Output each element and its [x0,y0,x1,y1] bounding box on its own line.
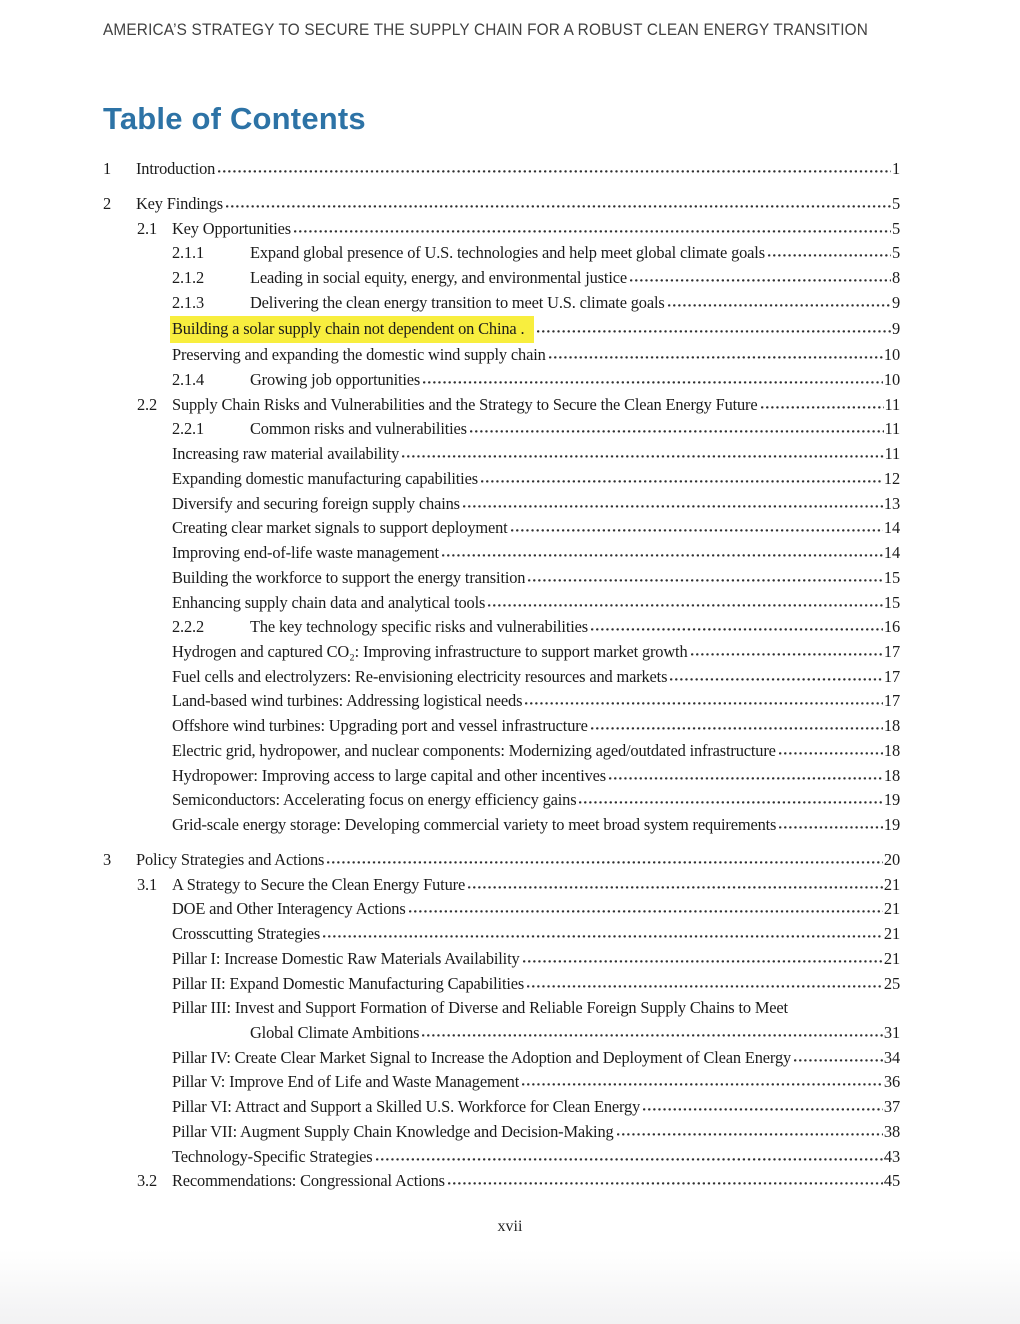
toc-entry[interactable] [103,813,900,838]
toc-entry-page-number: 10 [883,370,900,390]
toc-entry-page-number: 9 [891,318,900,338]
toc-entry-page-number: 14 [883,518,900,538]
dot-leader [511,529,883,532]
toc-entry[interactable] [103,368,900,393]
toc-entry-label: Diversify and securing foreign supply chains [172,493,460,513]
toc-entry-page-number: 21 [883,899,900,919]
toc-entry[interactable] [103,873,900,898]
toc-entry-page-number: 8 [891,268,900,288]
dot-leader [537,330,891,333]
dot-leader [442,554,883,557]
dot-leader [591,727,883,730]
toc-entry-page-number: 21 [883,874,900,894]
page-title: Table of Contents [103,101,366,136]
toc-entry[interactable] [103,516,900,541]
dot-leader [402,455,883,458]
toc-entry-label: The key technology specific risks and vulnerabilities [250,617,588,637]
toc-entry-label: Land-based wind turbines: Addressing logistical needs [172,691,523,711]
toc-entry-label: Pillar IV: Create Clear Market Signal to Increase the Adoption and Deployment of Clean Energy [172,1047,792,1067]
toc-entry-page-number: 5 [891,243,900,263]
toc-entry-label: Building a solar supply chain not dependent on China . [170,316,534,344]
toc-entry[interactable] [103,897,900,922]
toc-entry-page-number: 21 [883,924,900,944]
dot-leader [630,279,891,282]
dot-leader [323,935,883,938]
toc-entry-number: 2.2.1 [172,419,205,439]
toc-entry[interactable] [103,591,900,616]
toc-entry-page-number: 17 [883,641,900,661]
page-number-footer: xvii [497,1218,523,1235]
toc-entry[interactable] [103,615,900,640]
toc-entry[interactable] [103,492,900,517]
toc-entry-label: Hydrogen and captured CO₂: Improving infrastructure to support market growth [172,641,688,661]
toc-entry[interactable] [103,417,900,442]
dot-leader [527,985,883,988]
toc-entry[interactable] [103,1095,900,1120]
dot-leader [463,505,883,508]
toc-entry-label: DOE and Other Interagency Actions [172,899,406,919]
toc-entry-number: 2.1.2 [172,268,205,288]
dot-leader [609,777,883,780]
toc-entry-label: A Strategy to Secure the Clean Energy Future [172,874,466,894]
toc-entry-label: Increasing raw material availability [172,444,400,464]
dot-leader [779,826,883,829]
dot-leader [294,230,891,233]
dot-leader [761,406,884,409]
toc-entry-page-number: 1 [891,159,900,178]
toc-entry[interactable] [103,689,900,714]
toc-entry-page-number: 25 [883,973,900,993]
toc-entry-page-number: 17 [883,691,900,711]
dot-leader [218,170,891,173]
toc-entry-label: Recommendations: Congressional Actions [172,1171,445,1191]
toc-entry-label: Pillar II: Expand Domestic Manufacturing Capabilities [172,973,525,993]
dot-leader [668,304,891,307]
dot-leader [691,653,883,656]
toc-entry[interactable] [103,1021,900,1046]
dot-leader [794,1059,883,1062]
toc-entry-page-number: 37 [883,1097,900,1117]
toc-entry-page-number: 11 [884,419,900,439]
dot-leader [481,480,883,483]
toc-entry-page-number: 11 [884,394,900,414]
toc-entry[interactable] [103,566,900,591]
dot-leader [670,678,883,681]
dot-leader [409,910,883,913]
toc-entry-label: Supply Chain Risks and Vulnerabilities and the Strategy to Secure the Clean Energy Future [172,394,758,414]
toc-entry-page-number: 19 [883,814,900,834]
toc-entry-label: Hydropower: Improving access to large capital and other incentives [172,765,607,785]
toc-entry-page-number: 18 [883,716,900,736]
toc-entry[interactable] [103,541,900,566]
dot-leader [528,579,883,582]
toc-entry-page-number: 31 [883,1023,900,1043]
toc-entry-label: Expanding domestic manufacturing capabilities [172,468,478,488]
dot-leader [376,1158,883,1161]
toc-entry-page-number: 10 [883,345,900,365]
toc-entry[interactable] [103,947,900,972]
toc-entry-label: Semiconductors: Accelerating focus on energy efficiency gains [172,790,577,810]
toc-entry-page-number: 21 [883,948,900,968]
toc-entry-label: Pillar VI: Attract and Support a Skilled U.S. Workforce for Clean Energy [172,1097,641,1117]
toc-entry-label: Electric grid, hydropower, and nuclear components: Modernizing aged/outdated infrastructure [172,740,776,760]
dot-leader [448,1182,883,1185]
toc-entry[interactable] [103,848,900,873]
toc-entry-label: Growing job opportunities [250,370,421,390]
toc-entry-label: Pillar III: Invest and Support Formation of Diverse and Reliable Foreign Supply Chains to Meet [172,998,788,1018]
toc-entry-page-number: 45 [883,1171,900,1191]
toc-entry[interactable] [103,1070,900,1095]
toc-entry-number: 3.1 [137,874,158,894]
toc-entry-label: Key Opportunities [172,218,291,238]
toc-entry-page-number: 5 [891,194,900,214]
dot-leader [522,1083,883,1086]
toc-entry[interactable] [103,996,900,1021]
toc-entry-page-number: 43 [883,1146,900,1166]
toc-entry[interactable] [103,291,900,316]
dot-leader [643,1108,883,1111]
dot-leader [768,254,891,257]
toc-entry-label: Preserving and expanding the domestic wind supply chain [172,345,546,365]
dot-leader [470,430,884,433]
toc-entry-label: Policy Strategies and Actions [136,850,325,869]
toc-entry[interactable] [103,1169,900,1194]
toc-entry-page-number: 15 [883,567,900,587]
toc-entry-number: 2.1.4 [172,370,205,390]
dot-leader [549,356,883,359]
toc-entry[interactable] [103,764,900,789]
dot-leader [488,604,883,607]
toc-entry-label: Delivering the clean energy transition to meet U.S. climate goals [250,292,665,312]
toc-entry-page-number: 9 [891,292,900,312]
toc-list [103,157,900,1194]
dot-leader [468,886,883,889]
toc-entry[interactable] [103,972,900,997]
toc-entry-number: 2.2 [137,394,158,414]
toc-entry-label: Creating clear market signals to support deployment [172,518,508,538]
dot-leader [226,205,891,208]
toc-entry-label: Pillar V: Improve End of Life and Waste Management [172,1072,520,1092]
toc-entry-number: 2.2.2 [172,617,205,637]
toc-entry[interactable] [103,1046,900,1071]
toc-entry-page-number: 13 [883,493,900,513]
toc-entry[interactable] [103,739,900,764]
toc-entry[interactable] [103,266,900,291]
dot-leader [591,628,883,631]
toc-entry[interactable] [103,467,900,492]
toc-entry-label: Leading in social equity, energy, and environmental justice [250,268,627,288]
toc-entry-label: Common risks and vulnerabilities [250,419,467,439]
toc-entry-page-number: 11 [884,444,900,464]
toc-entry-label: Technology-Specific Strategies [172,1146,373,1166]
toc-entry-number: 2 [103,194,112,214]
toc-entry-number: 3.2 [137,1171,158,1191]
toc-entry[interactable] [103,640,900,665]
dot-leader [523,960,883,963]
dot-leader [579,801,882,804]
dot-leader [525,702,883,705]
toc-entry-number: 2.1 [137,218,158,238]
toc-entry-page-number: 19 [883,790,900,810]
toc-entry-page-number: 5 [891,218,900,238]
toc-entry[interactable] [103,922,900,947]
toc-entry-label: Improving end-of-life waste management [172,543,439,563]
toc-entry-label: Building the workforce to support the energy transition [172,567,526,587]
toc-entry[interactable] [103,192,900,217]
toc-entry-label: Fuel cells and electrolyzers: Re-envisioning electricity resources and markets [172,666,668,686]
toc-entry[interactable] [103,714,900,739]
toc-entry-page-number: 36 [883,1072,900,1092]
toc-entry[interactable] [103,788,900,813]
toc-entry-label: Pillar I: Increase Domestic Raw Materials Availability [172,948,520,968]
toc-entry-number: 2.1.1 [172,243,205,263]
running-header: AMERICA’S STRATEGY TO SECURE THE SUPPLY CHAIN FOR A ROBUST CLEAN ENERGY TRANSITION [103,21,869,39]
toc-entry-page-number: 20 [883,850,900,869]
toc-entry-page-number: 18 [883,765,900,785]
toc-entry[interactable] [103,1145,900,1170]
toc-entry-label: Expand global presence of U.S. technologies and help meet global climate goals [250,243,765,263]
toc-entry-label: Pillar VII: Augment Supply Chain Knowledge and Decision-Making [172,1121,614,1141]
toc-entry-number: 1 [103,159,112,178]
toc-entry[interactable] [103,665,900,690]
toc-entry-page-number: 18 [883,740,900,760]
dot-leader [422,1034,883,1037]
toc-entry[interactable] [103,1120,900,1145]
toc-entry-label: Global Climate Ambitions [250,1023,420,1043]
toc-entry-label: Key Findings [136,194,223,214]
toc-entry-number: 2.1.3 [172,292,205,312]
toc-entry-label: Offshore wind turbines: Upgrading port and vessel infrastructure [172,716,588,736]
toc-entry-label: Enhancing supply chain data and analytical tools [172,592,486,612]
dot-leader [423,381,883,384]
toc-entry-page-number: 15 [883,592,900,612]
toc-entry[interactable] [103,343,900,368]
toc-entry-page-number: 14 [883,543,900,563]
toc-entry-page-number: 38 [883,1121,900,1141]
dot-leader [779,752,883,755]
toc-entry-highlighted[interactable] [103,316,900,344]
toc-entry-page-number: 16 [883,617,900,637]
toc-entry-label: Introduction [136,159,216,178]
toc-entry[interactable] [103,217,900,242]
toc-entry-page-number: 12 [883,468,900,488]
toc-entry[interactable] [103,442,900,467]
toc-entry[interactable] [103,157,900,182]
toc-entry-page-number: 17 [883,666,900,686]
dot-leader [617,1133,883,1136]
toc-entry-label: Grid-scale energy storage: Developing commercial variety to meet broad system requirements [172,814,777,834]
toc-entry[interactable] [103,241,900,266]
toc-entry[interactable] [103,393,900,418]
toc-entry-number: 3 [103,850,112,869]
toc-entry-page-number: 34 [883,1047,900,1067]
dot-leader [327,861,883,864]
toc-entry-label: Crosscutting Strategies [172,924,321,944]
